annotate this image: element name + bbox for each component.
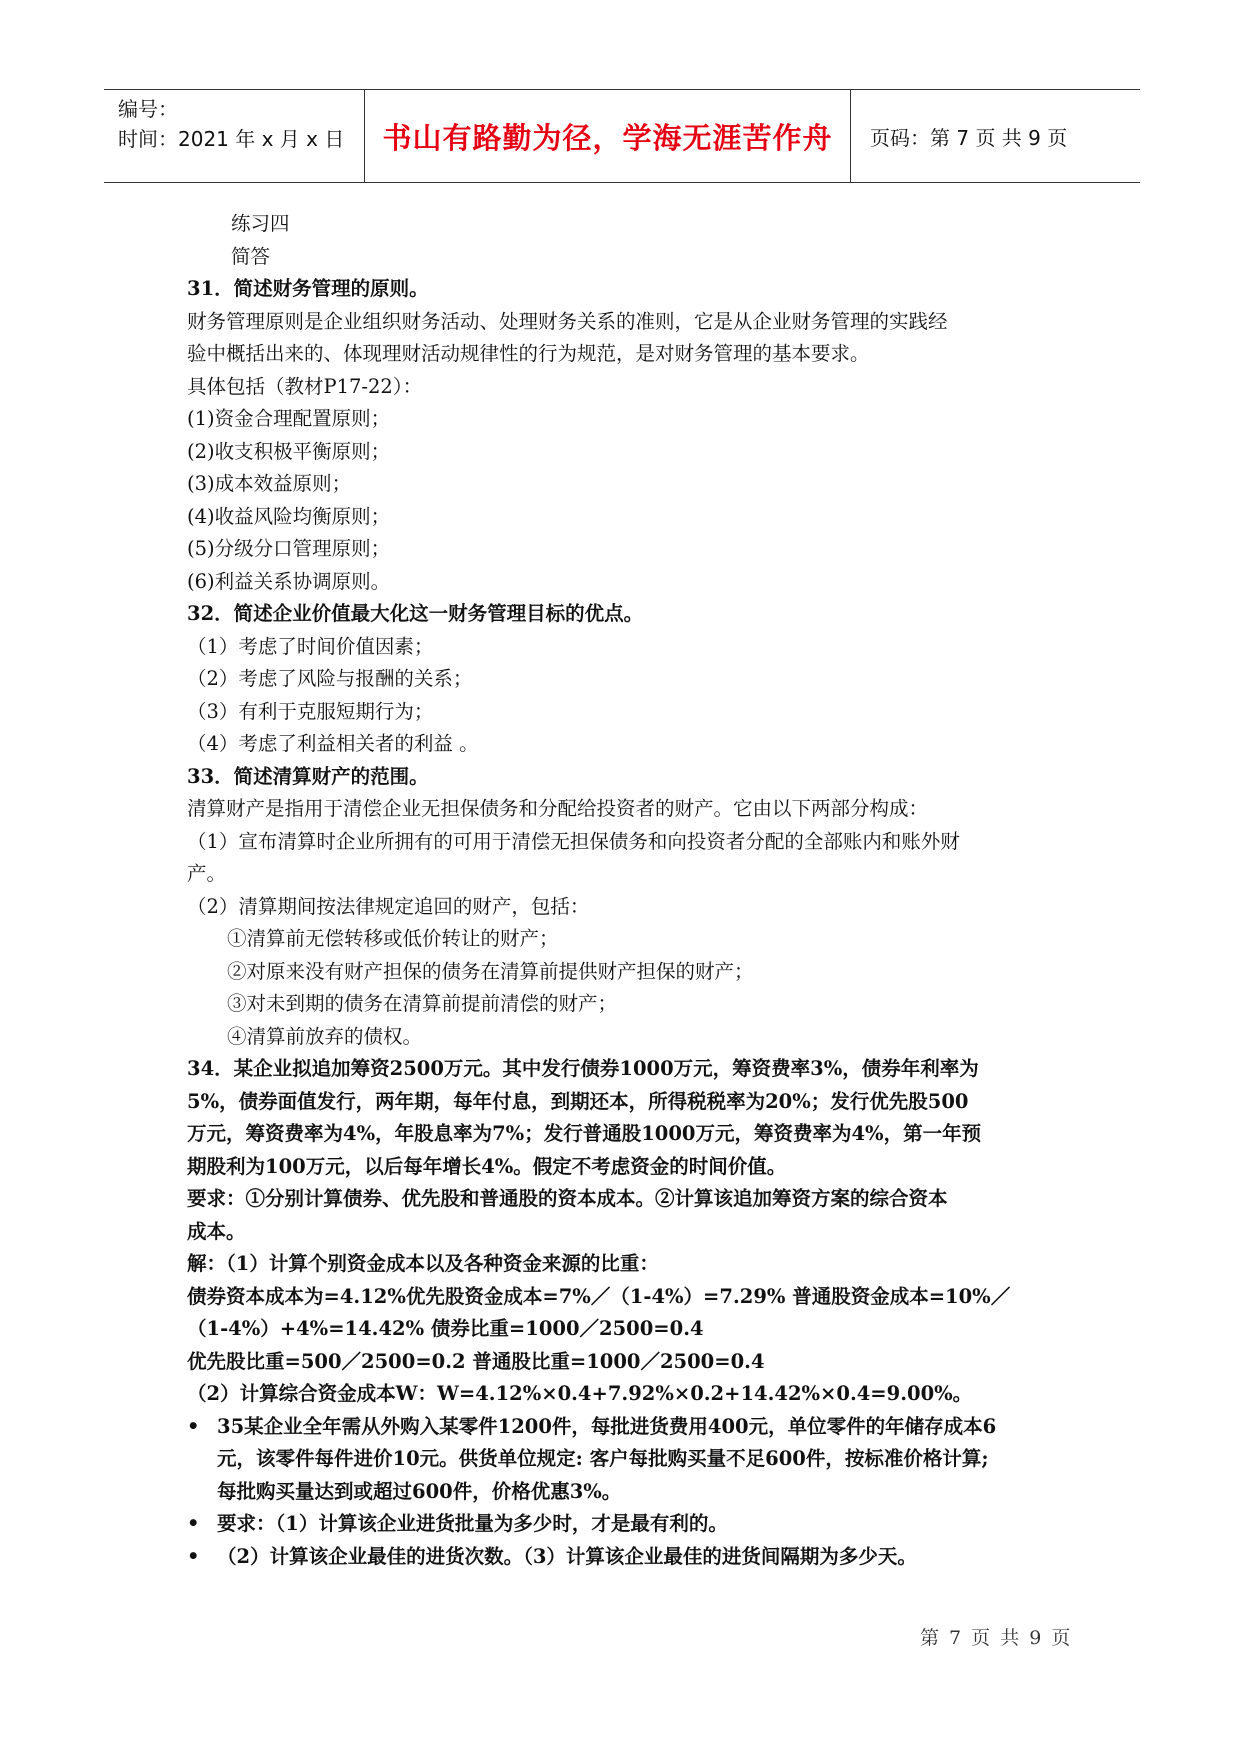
- text-line: （4）考虑了利益相关者的利益 。: [187, 732, 479, 755]
- text-line: 优先股比重=500／2500=0.2 普通股比重=1000／2500=0.4: [187, 1349, 765, 1373]
- text-line: 33．简述清算财产的范围。: [187, 764, 429, 788]
- text-line: (3)成本效益原则；: [187, 472, 352, 495]
- text-line: ①清算前无偿转移或低价转让的财产；: [227, 927, 559, 950]
- header-divider: [850, 90, 851, 182]
- text-line: 期股利为100万元，以后每年增长4%。假定不考虑资金的时间价值。: [187, 1154, 787, 1178]
- text-line: （2）清算期间按法律规定追回的财产，包括：: [187, 894, 590, 918]
- doc-number-label: 编号：: [118, 97, 178, 121]
- text-line: 32．简述企业价值最大化这一财务管理目标的优点。: [187, 602, 644, 625]
- text-line: ④清算前放弃的债权。: [227, 1024, 423, 1048]
- text-line: ②对原来没有财产担保的债务在清算前提供财产担保的财产；: [227, 959, 754, 983]
- text-line: 34．某企业拟追加筹资2500万元。其中发行债券1000万元，筹资费率3%，债券年利率为: [187, 1057, 979, 1080]
- text-line: 31．简述财务管理的原则。: [187, 277, 429, 300]
- page-footer: 第 7 页 共 9 页: [920, 1627, 1073, 1649]
- text-line: 元，该零件每件进价10元。供货单位规定: 客户每批购买量不足600件，按标准价格计算;: [217, 1447, 989, 1470]
- text-line: 债券资本成本为=4.12%优先股资金成本=7%／（1-4%）=7.29% 普通股资金成本=10%／: [187, 1284, 1011, 1308]
- text-line: 清算财产是指用于清偿企业无担保债务和分配给投资者的财产。它由以下两部分构成：: [187, 797, 929, 820]
- text-line: （1-4%）+4%=14.42% 债券比重=1000／2500=0.4: [187, 1317, 704, 1340]
- text-line: (4)收益风险均衡原则；: [187, 504, 391, 528]
- text-line: 验中概括出来的、体现理财活动规律性的行为规范，是对财务管理的基本要求。: [187, 342, 870, 365]
- header-motto: 书山有路勤为径，学海无涯苦作舟: [382, 120, 833, 155]
- text-line: 成本。: [187, 1219, 246, 1243]
- text-line: 每批购买量达到或超过600件，价格优惠3%。: [217, 1479, 622, 1503]
- text-line: 财务管理原则是企业组织财务活动、处理财务关系的准则，它是从企业财务管理的实践经: [187, 309, 948, 333]
- text-line: 要求：①分别计算债券、优先股和普通股的资本成本。②计算该追加筹资方案的综合资本: [187, 1187, 948, 1210]
- header-meta: [118, 94, 344, 154]
- text-line: (2)收支积极平衡原则；: [187, 439, 391, 463]
- text-line: • 要求：（1）计算该企业进货批量为多少时，才是最有利的。: [187, 1508, 1067, 1541]
- text-line: （3）有利于克服短期行为；: [187, 699, 434, 723]
- doc-time-label: 时间：2021 年 x 月 x 日: [118, 127, 345, 151]
- text-line: 产。: [187, 862, 227, 885]
- text-line: (1)资金合理配置原则；: [187, 407, 391, 430]
- text-line: (5)分级分口管理原则；: [187, 537, 391, 560]
- text-line: （1）宣布清算时企业所拥有的可用于清偿无担保债务和向投资者分配的全部账内和账外财: [187, 829, 960, 853]
- page-header: [104, 89, 1140, 183]
- text-line: 具体包括（教材P17-22）：: [187, 374, 423, 398]
- text-line: • （2）计算该企业最佳的进货次数。（3）计算该企业最佳的进货间隔期为多少天。: [187, 1541, 1067, 1574]
- text-line: （2）考虑了风险与报酬的关系；: [187, 667, 473, 690]
- document-body: [187, 208, 1067, 1573]
- header-page-label: 页码：第 7 页 共 9 页: [870, 125, 1068, 150]
- text-line: （2）计算综合资金成本W：W=4.12%×0.4+7.92%×0.2+14.42%×0.4=9.00%。: [187, 1382, 973, 1405]
- text-line: (6)利益关系协调原则。: [187, 569, 391, 593]
- text-line: ③对未到期的债务在清算前提前清偿的财产；: [227, 992, 618, 1015]
- text-line: 练习四: [231, 212, 290, 235]
- text-line: （1）考虑了时间价值因素；: [187, 634, 434, 658]
- text-line: • 35某企业全年需从外购入某零件1200件，每批进货费用400元，单位零件的年储存成本6: [187, 1411, 1067, 1444]
- text-line: 万元，筹资费率为4%，年股息率为7%；发行普通股1000万元，筹资费率为4%，第一年预: [187, 1122, 982, 1145]
- text-line: 解：（1）计算个别资金成本以及各种资金来源的比重：: [187, 1252, 659, 1275]
- text-line: 5%，债券面值发行，两年期，每年付息，到期还本，所得税税率为20%；发行优先股500: [187, 1089, 969, 1113]
- text-line: 简答: [231, 244, 271, 268]
